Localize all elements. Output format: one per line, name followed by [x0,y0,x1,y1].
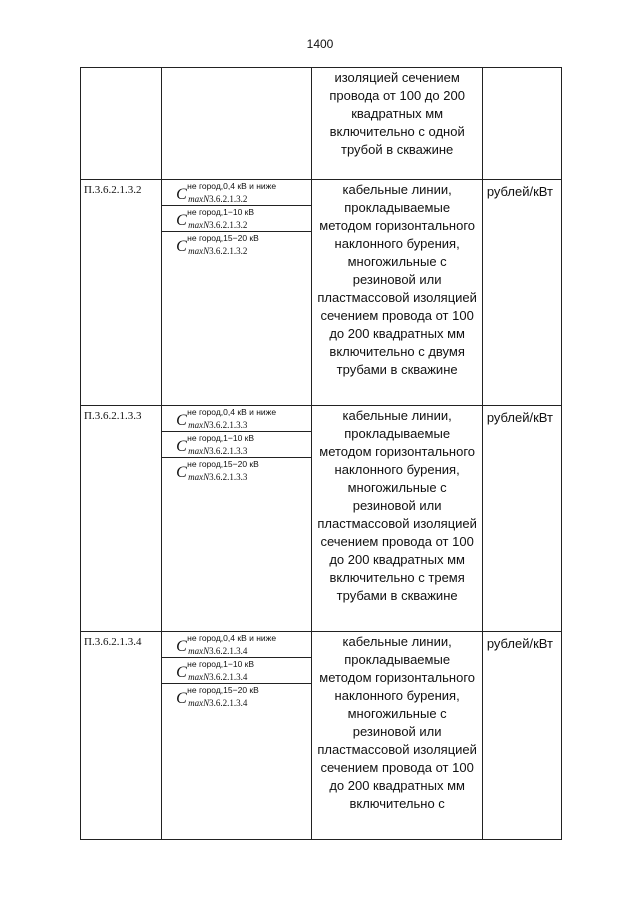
formula-symbol [162,180,311,206]
symbol-superscript: не город,1−10 кВ [187,433,255,443]
table-row [81,180,562,406]
symbol-superscript: не город,1−10 кВ [187,659,255,669]
symbol-superscript: не город,15−20 кВ [187,233,259,243]
formula-symbol [162,632,311,658]
page-number: 1400 [306,37,334,51]
symbol-superscript: не город,15−20 кВ [187,685,259,695]
symbol-base: C [176,412,187,429]
symbol-subscript-num: 3.6.2.1.3.2 [209,194,248,204]
row-symbols [162,180,312,406]
symbol-subscript-var: maxN [188,246,210,256]
table-row [81,632,562,840]
symbol-subscript-var: maxN [188,446,210,456]
formula-symbol [162,684,311,710]
tariff-table [80,67,562,840]
table-row-continuation [81,68,562,180]
row-code: П.3.6.2.1.3.3 [81,406,162,632]
row-unit: рублей/кВт [482,632,561,840]
symbol-base: C [176,438,187,455]
symbol-superscript: не город,0,4 кВ и ниже [187,633,277,643]
row-symbols [162,632,312,840]
row-description: кабельные линии, прокладываемые методом горизонтального наклонного бурения, многожильные с резиновой или пластмассовой изоляцией сечением провода от 100 до 200 квадратных мм включительно с тремя трубами в скважине [312,406,482,632]
symbol-base: C [176,212,187,229]
row-unit: рублей/кВт [482,406,561,632]
formula-symbol [162,232,311,258]
formula-symbol [162,406,311,432]
formula-symbol [162,658,311,684]
symbol-subscript-num: 3.6.2.1.3.3 [209,446,248,456]
formula-symbol [162,432,311,458]
symbol-subscript-var: maxN [188,646,210,656]
symbol-subscript-var: maxN [188,698,210,708]
symbol-base: C [176,238,187,255]
row-unit [482,68,561,180]
row-code: П.3.6.2.1.3.2 [81,180,162,406]
formula-symbol [162,206,311,232]
symbol-subscript-num: 3.6.2.1.3.3 [209,472,248,482]
symbol-superscript: не город,0,4 кВ и ниже [187,407,277,417]
row-code [81,68,162,180]
symbol-base: C [176,664,187,681]
row-code: П.3.6.2.1.3.4 [81,632,162,840]
symbol-subscript-num: 3.6.2.1.3.4 [209,698,248,708]
symbol-superscript: не город,0,4 кВ и ниже [187,181,277,191]
formula-symbol [162,458,311,484]
symbol-subscript-num: 3.6.2.1.3.2 [209,220,248,230]
row-description: кабельные линии, прокладываемые методом горизонтального наклонного бурения, многожильные с резиновой или пластмассовой изоляцией сечением провода от 100 до 200 квадратных мм включительно с [312,632,482,840]
symbol-base: C [176,638,187,655]
symbol-subscript-var: maxN [188,472,210,482]
symbol-subscript-var: maxN [188,220,210,230]
symbol-base: C [176,186,187,203]
symbol-subscript-num: 3.6.2.1.3.4 [209,672,248,682]
row-description: изоляцией сечением провода от 100 до 200 квадратных мм включительно с одной трубой в скважине [312,68,482,180]
row-symbols [162,68,312,180]
row-description: кабельные линии, прокладываемые методом горизонтального наклонного бурения, многожильные с резиновой или пластмассовой изоляцией сечением провода от 100 до 200 квадратных мм включительно с двумя трубами в скважине [312,180,482,406]
symbol-superscript: не город,15−20 кВ [187,459,259,469]
symbol-subscript-num: 3.6.2.1.3.3 [209,420,248,430]
symbol-subscript-var: maxN [188,672,210,682]
symbol-base: C [176,690,187,707]
symbol-subscript-num: 3.6.2.1.3.2 [209,246,248,256]
symbol-subscript-var: maxN [188,420,210,430]
row-symbols [162,406,312,632]
symbol-base: C [176,464,187,481]
symbol-superscript: не город,1−10 кВ [187,207,255,217]
symbol-subscript-var: maxN [188,194,210,204]
table-row [81,406,562,632]
symbol-subscript-num: 3.6.2.1.3.4 [209,646,248,656]
row-unit: рублей/кВт [482,180,561,406]
